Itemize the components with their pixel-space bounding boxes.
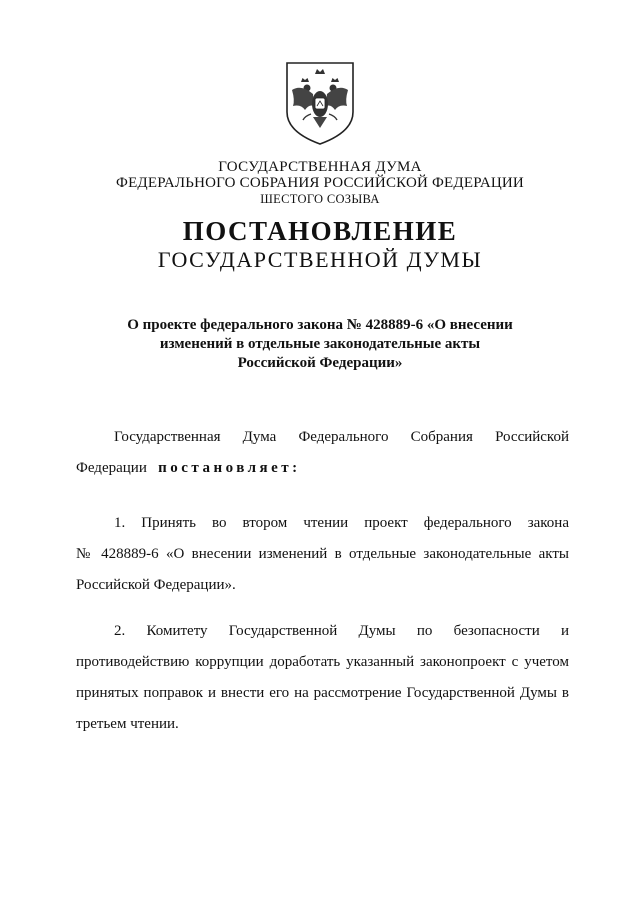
preamble-line: Государственная Дума Федерального Собрания Российской	[114, 429, 569, 445]
subject-line: О проекте федерального закона № 428889-6 «О внесении	[127, 317, 513, 333]
document-body	[76, 422, 569, 740]
item-1-line: Российской Федерации».	[76, 577, 236, 593]
preamble-text: Федерации	[76, 460, 147, 476]
document-issuer: ГОСУДАРСТВЕННОЙ ДУМЫ	[157, 247, 483, 272]
item-2-line: третьем чтении.	[76, 716, 179, 732]
item-2-line: 2. Комитету Государственной Думы по безопасности и	[114, 623, 569, 639]
item-1-line: 1. Принять во втором чтении проект федерального закона	[114, 515, 569, 531]
org-name-line1: ГОСУДАРСТВЕННАЯ ДУМА	[218, 159, 422, 175]
document-subject	[120, 316, 520, 373]
state-emblem-icon	[283, 60, 357, 146]
preamble-closing	[76, 453, 569, 484]
item-1-line: № 428889-6 «О внесении изменений в отдельные законодательные акты	[76, 546, 569, 562]
document-title: ПОСТАНОВЛЕНИЕ	[182, 216, 458, 246]
org-name-line2: ФЕДЕРАЛЬНОГО СОБРАНИЯ РОССИЙСКОЙ ФЕДЕРАЦИИ	[116, 175, 524, 191]
item-2-line: противодействию коррупции доработать указанный законопроект с учетом	[76, 654, 569, 670]
item-2-line: принятых поправок и внести его на рассмотрение Государственной Думы в	[76, 685, 569, 701]
resolution-keyword: постановляет:	[158, 460, 301, 476]
subject-line: Российской Федерации»	[237, 355, 403, 371]
subject-line: изменений в отдельные законодательные акты	[159, 336, 481, 352]
convocation: ШЕСТОГО СОЗЫВА	[260, 192, 380, 206]
